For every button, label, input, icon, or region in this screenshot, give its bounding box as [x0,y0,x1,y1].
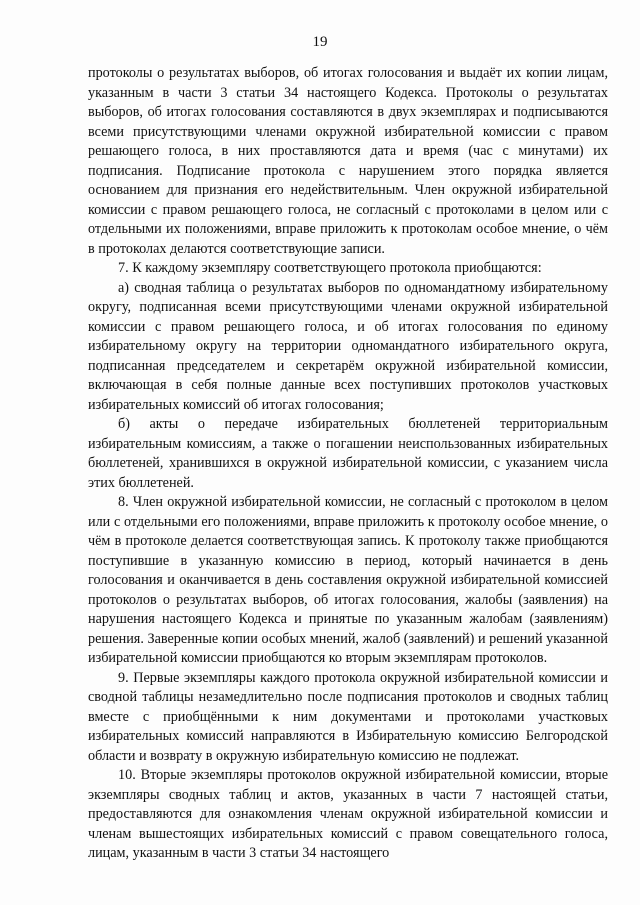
paragraph-8: 8. Член окружной избирательной комиссии, не согласный с протоколом в целом или с отдельными его положениями, вправе приложить к протоколу особое мнение, о чём в протоколе делается соответствующая запись. К протоколу также приобщаются поступившие в указанную комиссию в период, который начинается в день голосования и оканчивается в день составления окружной избирательной комиссией протоколов о результатах выборов, об итогах голосования, жалобы (заявления) на нарушения настоящего Кодекса и принятые по указанным жалобам (заявлениям) решения. Заверенные копии особых мнений, жалоб (заявлений) и решений указанной избирательной комиссии приобщаются ко вторым экземплярам протоколов. [88,494,608,666]
paragraph-7b: б) акты о передаче избирательных бюллетеней территориальным избирательным комиссиям, а также о погашении неиспользованных избирательных бюллетеней, хранившихся в окружной избирательной комиссии, с указанием числа этих бюллетеней. [88,416,608,491]
paragraph-continuation: протоколы о результатах выборов, об итогах голосования и выдаёт их копии лицам, указанным в части 3 статьи 34 настоящего Кодекса. Протоколы о результатах выборов, об итогах голосования составляются в двух экземплярах и подписываются всеми присутствующими членами окружной избирательной комиссии с правом решающего голоса, в них проставляются дата и время (час с минутами) их подписания. Подписание протокола с нарушением этого порядка является основанием для признания его недействительным. Член окружной избирательной комиссии с правом решающего голоса, не согласный с протоколами в целом или с отдельными их положениями, вправе приложить к протоколам особое мнение, о чём в протоколах делаются соответствующие записи. [88,65,608,257]
paragraph-7-intro: 7. К каждому экземпляру соответствующего протокола приобщаются: [118,260,542,276]
body-text [88,64,608,864]
paragraph-9: 9. Первые экземпляры каждого протокола окружной избирательной комиссии и сводной таблицы незамедлительно после подписания протоколов и сводных таблиц вместе с приобщёнными к ним документами и протоколами участковых избирательных комиссий направляются в Избирательную комиссию Белгородской области и возврату в окружную избирательную комиссию не подлежат. [88,669,608,764]
paragraph-10: 10. Вторые экземпляры протоколов окружной избирательной комиссии, вторые экземпляры сводных таблиц и актов, указанных в части 7 настоящей статьи, предоставляются для ознакомления членам окружной избирательной комиссии и членам вышестоящих избирательных комиссий с правом совещательного голоса, лицам, указанным в части 3 статьи 34 настоящего [88,767,608,861]
page-number: 19 [312,34,328,50]
paragraph-7a: а) сводная таблица о результатах выборов по одномандатному избирательному округу, подписанная всеми присутствующими членами окружной избирательной комиссии с правом решающего голоса, и об итогах голосования по единому избирательному округу на территории одномандатного избирательного округа, подписанная председателем и секретарём окружной избирательной комиссии, включающая в себя полные данные всех поступивших протоколов участковых избирательных комиссий об итогах голосования; [88,279,608,413]
